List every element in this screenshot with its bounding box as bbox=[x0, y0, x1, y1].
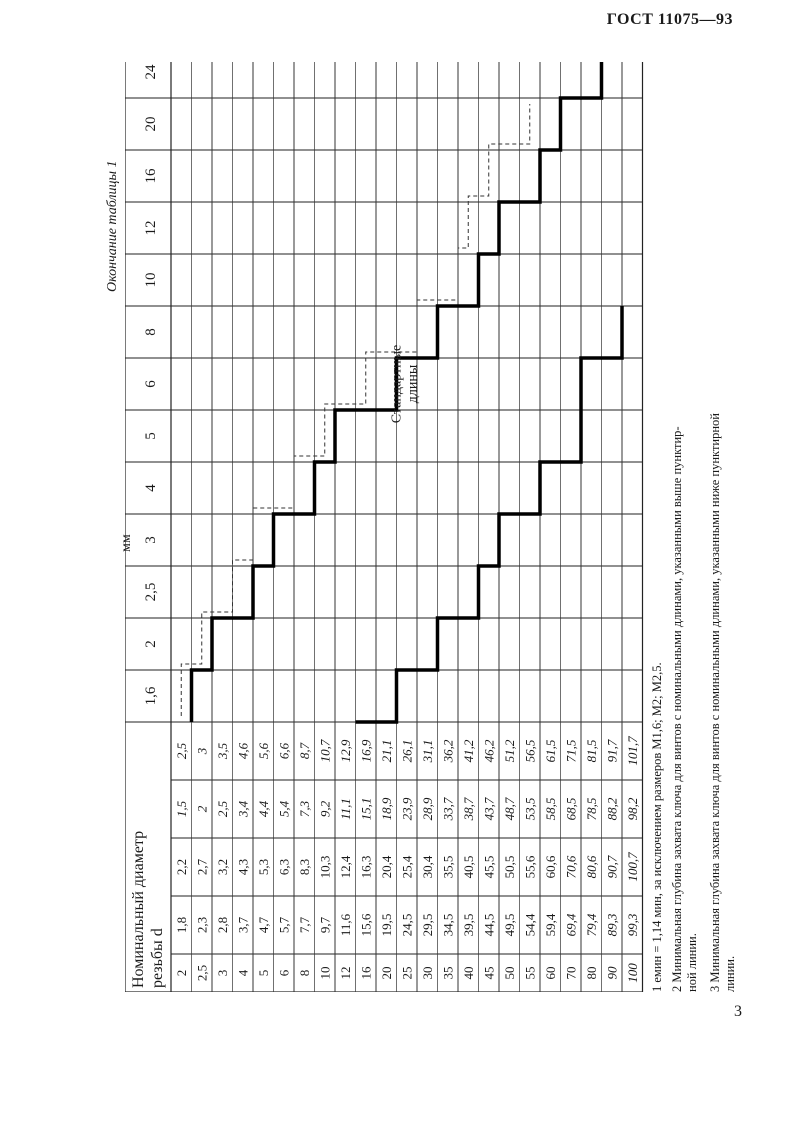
row-value-cell: 56,5 bbox=[522, 739, 538, 763]
row-value-cell: 35,5 bbox=[440, 855, 456, 879]
column-header-length: 12 bbox=[143, 220, 159, 236]
document-standard-header: ГОСТ 11075—93 bbox=[606, 11, 733, 28]
row-value-cell: 39,5 bbox=[461, 913, 476, 937]
row-value-cell: 7,7 bbox=[297, 916, 312, 934]
row-value-cell: 53,5 bbox=[522, 797, 538, 821]
row-value-cell: 99,3 bbox=[625, 913, 640, 937]
row-value-cell: 4,7 bbox=[256, 916, 271, 934]
row-nominal-diameter: 16 bbox=[358, 966, 374, 980]
row-value-cell: 8,3 bbox=[297, 858, 312, 876]
row-value-cell: 80,6 bbox=[584, 855, 599, 879]
table-caption: Окончание таблицы 1 bbox=[105, 160, 120, 292]
row-nominal-diameter: 55 bbox=[522, 966, 538, 980]
row-nominal-diameter: 80 bbox=[584, 966, 599, 980]
row-nominal-diameter: 2,5 bbox=[194, 964, 210, 982]
row-nominal-diameter: 8 bbox=[297, 969, 312, 977]
row-value-cell: 10,3 bbox=[317, 855, 333, 879]
row-value-cell: 44,5 bbox=[481, 913, 497, 937]
row-value-cell: 10,7 bbox=[317, 739, 333, 763]
column-header-length: 20 bbox=[143, 116, 159, 132]
row-value-cell: 54,4 bbox=[522, 913, 538, 937]
row-value-cell: 90,7 bbox=[604, 855, 620, 879]
row-value-cell: 101,7 bbox=[625, 736, 640, 766]
row-value-cell: 11,6 bbox=[338, 913, 353, 937]
column-header-length: 16 bbox=[143, 168, 159, 184]
row-value-cell: 24,5 bbox=[399, 913, 415, 937]
footnote-2: 2 Минимальная глубина захвата ключа для винтов с номинальными длинами, указанными выше пунктир- ной линии. bbox=[670, 426, 699, 992]
row-value-cell: 9,7 bbox=[317, 916, 333, 934]
column-header-length: 24 bbox=[143, 64, 159, 80]
rotated-table-block bbox=[105, 62, 745, 992]
row-value-cell: 4,3 bbox=[235, 858, 251, 876]
row-value-cell: 3 bbox=[194, 747, 210, 755]
row-value-cell: 2,2 bbox=[174, 858, 189, 876]
row-value-cell: 15,6 bbox=[358, 913, 374, 937]
row-value-cell: 29,5 bbox=[420, 913, 435, 937]
row-value-cell: 30,4 bbox=[420, 855, 435, 879]
row-value-cell: 98,2 bbox=[625, 797, 640, 821]
row-value-cell: 7,3 bbox=[297, 800, 312, 818]
row-value-cell: 70,6 bbox=[563, 855, 579, 879]
row-value-cell: 91,7 bbox=[604, 739, 620, 763]
row-value-cell: 71,5 bbox=[563, 739, 579, 763]
row-nominal-diameter: 60 bbox=[543, 966, 558, 980]
row-value-cell: 41,2 bbox=[461, 739, 476, 763]
footnote-1: 1 eмин = 1,14 мин, за исключением размеров М1,6; М2; М2,5. bbox=[650, 662, 664, 992]
row-value-cell: 2,3 bbox=[194, 916, 210, 934]
row-value-cell: 45,5 bbox=[481, 855, 497, 879]
row-nominal-diameter: 25 bbox=[399, 966, 415, 980]
row-nominal-diameter: 70 bbox=[563, 966, 579, 980]
row-value-cell: 1,8 bbox=[174, 916, 189, 934]
row-nominal-diameter: 10 bbox=[317, 966, 333, 980]
row-nominal-diameter: 5 bbox=[256, 969, 271, 977]
row-value-cell: 23,9 bbox=[399, 797, 415, 821]
row-value-cell: 88,2 bbox=[604, 797, 620, 821]
row-value-cell: 81,5 bbox=[584, 739, 599, 763]
header-nominal-diameter: Номинальный диаметр bbox=[130, 830, 147, 988]
row-value-cell: 2,5 bbox=[215, 800, 230, 818]
row-value-cell: 5,7 bbox=[276, 916, 292, 934]
row-value-cell: 6,3 bbox=[276, 858, 292, 876]
row-value-cell: 3,5 bbox=[215, 742, 230, 760]
row-value-cell: 40,5 bbox=[461, 855, 476, 879]
row-value-cell: 50,5 bbox=[502, 855, 517, 879]
row-value-cell: 2,5 bbox=[174, 742, 189, 760]
row-value-cell: 6,6 bbox=[276, 742, 292, 760]
row-value-cell: 51,2 bbox=[502, 739, 517, 763]
row-value-cell: 33,7 bbox=[440, 797, 456, 821]
row-value-cell: 1,5 bbox=[174, 800, 189, 818]
row-value-cell: 31,1 bbox=[420, 739, 435, 763]
row-value-cell: 60,6 bbox=[543, 855, 558, 879]
row-value-cell: 19,5 bbox=[379, 913, 394, 937]
row-value-cell: 15,1 bbox=[358, 797, 374, 821]
standard-lengths-label: Стандартные bbox=[389, 344, 405, 424]
row-value-cell: 36,2 bbox=[440, 739, 456, 763]
row-value-cell: 11,1 bbox=[338, 798, 353, 820]
row-value-cell: 5,3 bbox=[256, 858, 271, 876]
row-value-cell: 5,4 bbox=[276, 800, 292, 818]
row-value-cell: 3,4 bbox=[235, 800, 251, 818]
row-value-cell: 25,4 bbox=[399, 855, 415, 879]
row-value-cell: 4,4 bbox=[256, 800, 271, 818]
row-value-cell: 49,5 bbox=[502, 913, 517, 937]
row-value-cell: 16,9 bbox=[358, 739, 374, 763]
row-value-cell: 12,9 bbox=[338, 739, 353, 763]
row-nominal-diameter: 3 bbox=[215, 969, 230, 977]
column-header-length: 1,6 bbox=[143, 686, 159, 706]
row-nominal-diameter: 40 bbox=[461, 966, 476, 980]
row-value-cell: 34,5 bbox=[440, 913, 456, 937]
page-number: 3 bbox=[734, 1003, 742, 1020]
row-nominal-diameter: 35 bbox=[440, 966, 456, 980]
row-nominal-diameter: 45 bbox=[481, 966, 497, 980]
column-header-length: 4 bbox=[143, 484, 159, 492]
row-value-cell: 59,4 bbox=[543, 913, 558, 937]
row-value-cell: 55,6 bbox=[522, 855, 538, 879]
row-value-cell: 8,7 bbox=[297, 742, 312, 760]
row-value-cell: 12,4 bbox=[338, 855, 353, 879]
row-nominal-diameter: 30 bbox=[420, 966, 435, 980]
row-value-cell: 3,2 bbox=[215, 858, 230, 876]
row-nominal-diameter: 90 bbox=[604, 966, 620, 980]
footnote-3: 3 Минимальная глубина захвата ключа для винтов с номинальными длинами, указанными ниже пунктирной линии. bbox=[708, 413, 737, 992]
row-value-cell: 26,1 bbox=[399, 739, 415, 763]
row-value-cell: 16,3 bbox=[358, 855, 374, 879]
row-value-cell: 58,5 bbox=[543, 797, 558, 821]
row-value-cell: 18,9 bbox=[379, 797, 394, 821]
row-value-cell: 2,8 bbox=[215, 916, 230, 934]
dimension-table bbox=[125, 62, 645, 992]
column-header-length: 3 bbox=[143, 536, 159, 544]
row-value-cell: 2,7 bbox=[194, 858, 210, 876]
row-value-cell: 78,5 bbox=[584, 797, 599, 821]
unit-label: мм bbox=[119, 534, 134, 552]
row-value-cell: 46,2 bbox=[481, 739, 497, 763]
row-value-cell: 4,6 bbox=[235, 742, 251, 760]
row-value-cell: 89,3 bbox=[604, 913, 620, 937]
column-header-length: 2 bbox=[143, 640, 159, 648]
row-value-cell: 43,7 bbox=[481, 797, 497, 821]
row-value-cell: 3,7 bbox=[235, 916, 251, 934]
row-nominal-diameter: 20 bbox=[379, 966, 394, 980]
row-value-cell: 38,7 bbox=[461, 797, 476, 821]
row-value-cell: 9,2 bbox=[317, 800, 333, 818]
row-nominal-diameter: 100 bbox=[625, 963, 640, 983]
row-value-cell: 61,5 bbox=[543, 739, 558, 763]
column-header-length: 10 bbox=[143, 272, 159, 288]
row-nominal-diameter: 4 bbox=[235, 969, 251, 977]
header-thread: резьбы d bbox=[149, 928, 166, 988]
column-header-length: 2,5 bbox=[143, 582, 159, 602]
row-value-cell: 28,9 bbox=[420, 797, 435, 821]
row-value-cell: 2 bbox=[194, 805, 210, 813]
row-value-cell: 68,5 bbox=[563, 797, 579, 821]
row-value-cell: 69,4 bbox=[563, 913, 579, 937]
row-nominal-diameter: 50 bbox=[502, 966, 517, 980]
row-value-cell: 21,1 bbox=[379, 739, 394, 763]
row-nominal-diameter: 6 bbox=[276, 969, 292, 977]
row-value-cell: 79,4 bbox=[584, 913, 599, 937]
row-nominal-diameter: 2 bbox=[174, 969, 189, 977]
column-header-length: 5 bbox=[143, 432, 159, 440]
row-value-cell: 48,7 bbox=[502, 797, 517, 821]
row-value-cell: 100,7 bbox=[625, 852, 640, 882]
column-header-length: 6 bbox=[143, 380, 159, 388]
row-value-cell: 5,6 bbox=[256, 742, 271, 760]
standard-lengths-label: длины bbox=[405, 364, 421, 404]
row-value-cell: 20,4 bbox=[379, 855, 394, 879]
row-nominal-diameter: 12 bbox=[338, 966, 353, 980]
column-header-length: 8 bbox=[143, 328, 159, 336]
